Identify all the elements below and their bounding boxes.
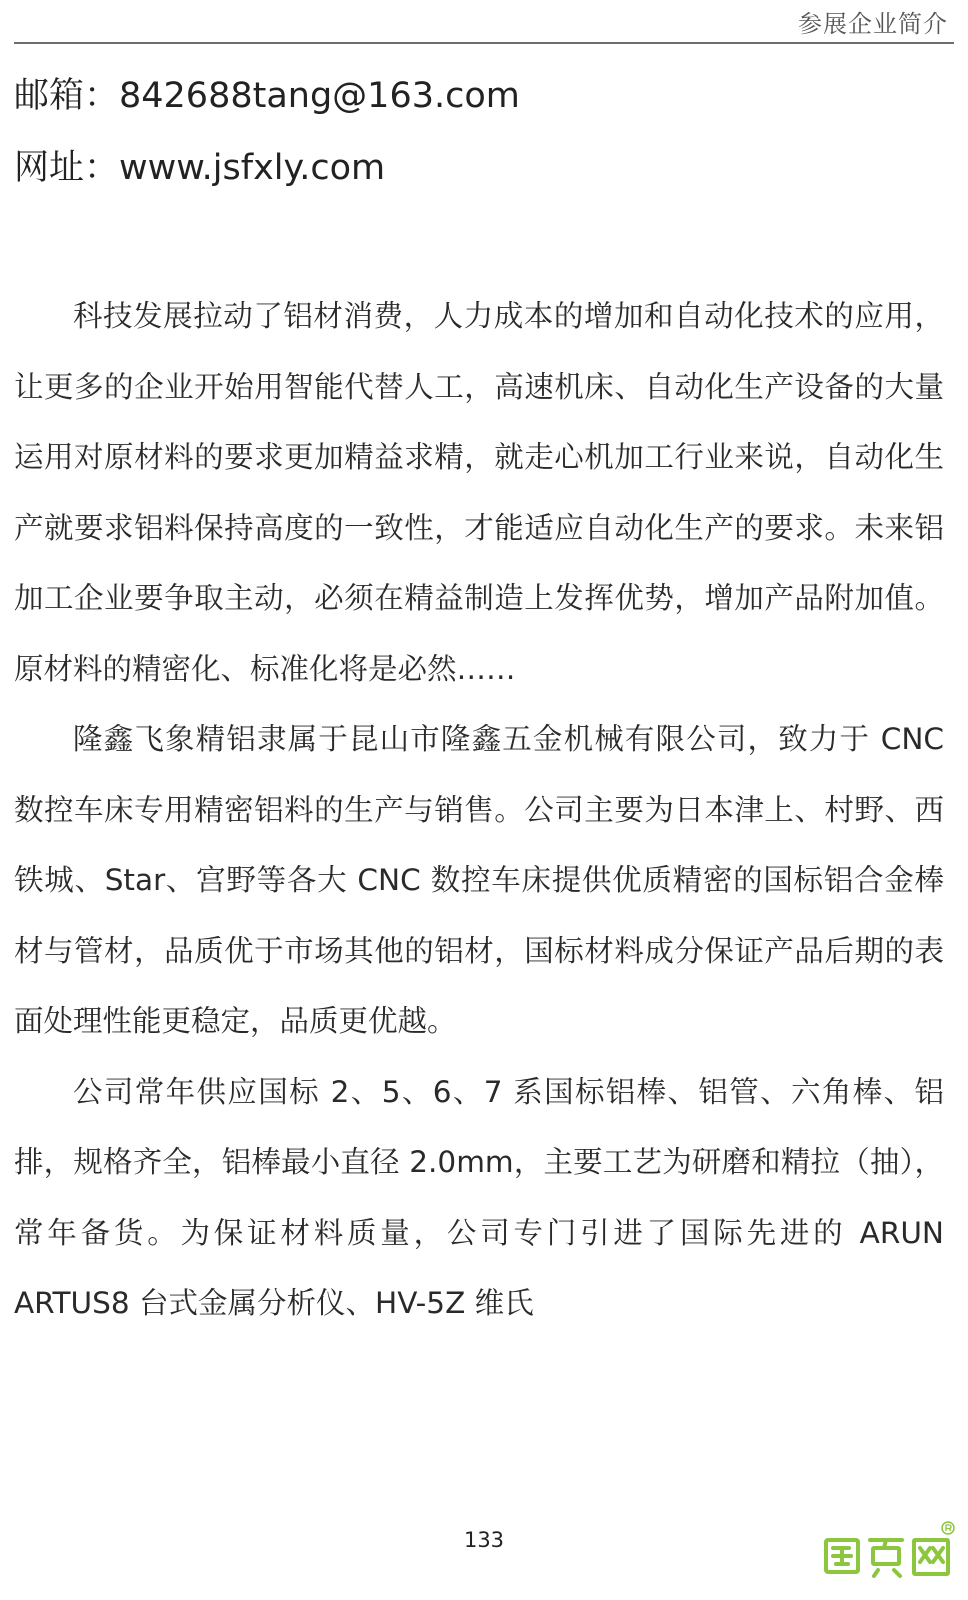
paragraph: 公司常年供应国标 2、5、6、7 系国标铝棒、铝管、六角棒、铝排，规格齐全，铝棒最小直径 2.0mm，主要工艺为研磨和精拉（抽），常年备货。为保证材料质量，公司专门引进了国际先进的 ARUN ARTUS8 台式金属分析仪、HV-5Z 维氏: [14, 1074, 944, 1320]
paragraph: 科技发展拉动了铝材消费，人力成本的增加和自动化技术的应用，让更多的企业开始用智能代替人工，高速机床、自动化生产设备的大量运用对原材料的要求更加精益求精，就走心机加工行业来说，自动化生产就要求铝料保持高度的一致性，才能适应自动化生产的要求。未来铝加工企业要争取主动，必须在精益制造上发挥优势，增加产品附加值。原材料的精密化、标准化将是必然……: [14, 299, 944, 686]
page-header: [14, 0, 954, 44]
contact-website: 网址：www.jsfxly.com: [14, 148, 386, 188]
section-title: 参展企业简介: [798, 10, 948, 38]
page-number: 133: [463, 1528, 505, 1552]
contact-email: 邮箱：842688tang@163.com: [14, 76, 520, 116]
body-text: [14, 281, 944, 1339]
paragraph: 隆鑫飞象精铝隶属于昆山市隆鑫五金机械有限公司，致力于 CNC 数控车床专用精密铝料的生产与销售。公司主要为日本津上、村野、西铁城、Star、宫野等各大 CNC 数控车床提供优质精密的国标铝合金棒材与管材，品质优于市场其他的铝材，国标材料成分保证产品后期的表面处理性能更稳定，品质更优越。: [14, 722, 944, 1038]
watermark-logo: [818, 1518, 958, 1582]
